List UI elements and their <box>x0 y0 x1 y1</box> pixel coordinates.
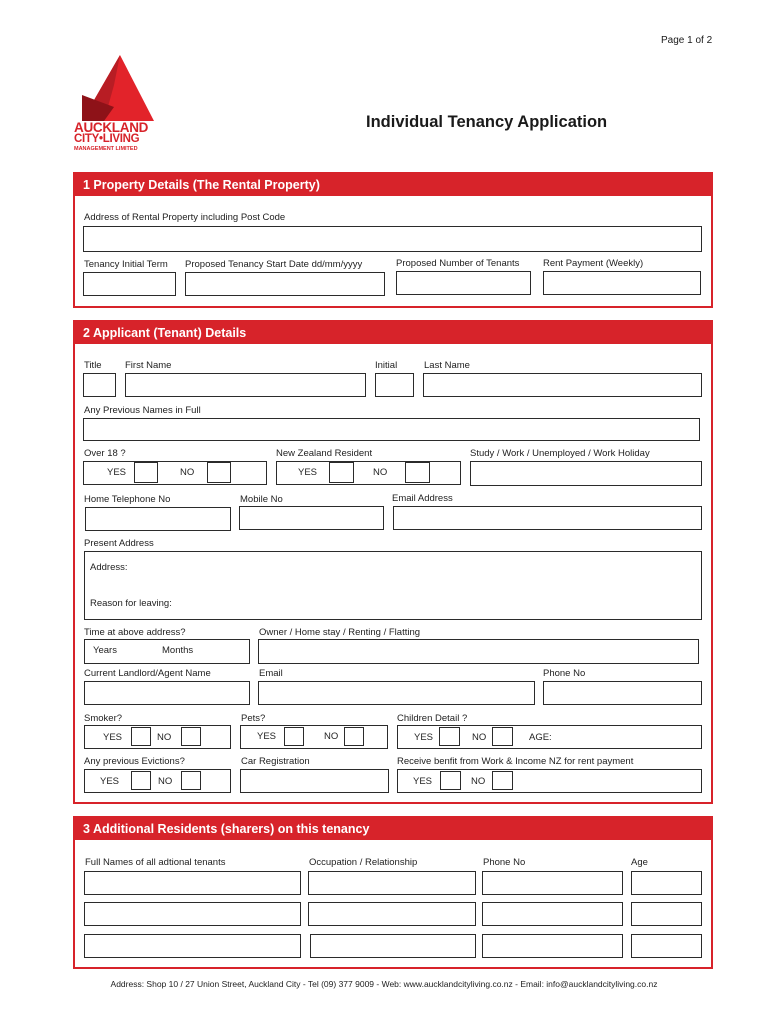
initial-label: Initial <box>375 360 398 371</box>
reason-leaving-label: Reason for leaving: <box>90 598 172 609</box>
num-tenants-field[interactable] <box>396 271 531 295</box>
evictions-yes-label: YES <box>100 776 120 787</box>
smoker-no-label: NO <box>157 732 172 743</box>
landlord-field[interactable] <box>84 681 250 705</box>
pets-no-checkbox[interactable] <box>344 727 364 746</box>
previous-names-field[interactable] <box>83 418 700 441</box>
car-registration-label: Car Registration <box>241 756 310 767</box>
landlord-email-field[interactable] <box>258 681 535 705</box>
mobile-field[interactable] <box>239 506 384 530</box>
num-tenants-label: Proposed Number of Tenants <box>396 258 520 269</box>
rent-label: Rent Payment (Weekly) <box>543 258 644 269</box>
col-age-header: Age <box>631 857 648 868</box>
pets-label: Pets? <box>241 713 266 724</box>
section-2-heading: 2 Applicant (Tenant) Details <box>75 322 711 344</box>
resident-1-phone-field[interactable] <box>482 871 623 895</box>
title-field[interactable] <box>83 373 116 397</box>
over18-no-checkbox[interactable] <box>207 462 231 483</box>
initial-term-field[interactable] <box>83 272 176 296</box>
resident-3-name-field[interactable] <box>84 934 301 958</box>
resident-3-age-field[interactable] <box>631 934 702 958</box>
resident-2-occupation-field[interactable] <box>308 902 476 926</box>
landlord-label: Current Landlord/Agent Name <box>84 668 211 679</box>
over18-label: Over 18 ? <box>84 448 126 459</box>
page-title: Individual Tenancy Application <box>366 113 608 131</box>
last-name-label: Last Name <box>424 360 470 371</box>
brand-line-1: AUCKLAND <box>74 120 149 135</box>
col-names-header: Full Names of all adtional tenants <box>85 857 226 868</box>
rental-address-field[interactable] <box>83 226 702 252</box>
present-address-label: Present Address <box>84 538 154 549</box>
pets-yes-label: YES <box>257 731 277 742</box>
resident-3-phone-field[interactable] <box>482 934 623 958</box>
home-tel-label: Home Telephone No <box>84 494 171 505</box>
over18-yes-checkbox[interactable] <box>134 462 158 483</box>
study-work-label: Study / Work / Unemployed / Work Holiday <box>470 448 650 459</box>
benefit-no-checkbox[interactable] <box>492 771 513 790</box>
col-occupation-header: Occupation / Relationship <box>309 857 418 868</box>
present-address-field[interactable] <box>84 551 702 620</box>
time-at-address-label: Time at above address? <box>84 627 186 638</box>
children-yes-checkbox[interactable] <box>439 727 460 746</box>
pets-yes-checkbox[interactable] <box>284 727 304 746</box>
section-3-heading: 3 Additional Residents (sharers) on this tenancy <box>75 818 711 840</box>
owner-status-label: Owner / Home stay / Renting / Flatting <box>259 627 421 638</box>
logo-triangle-icon <box>74 55 156 121</box>
section-1-heading: 1 Property Details (The Rental Property) <box>75 174 711 196</box>
evictions-no-label: NO <box>158 776 173 787</box>
evictions-label: Any previous Evictions? <box>84 756 185 767</box>
resident-1-age-field[interactable] <box>631 871 702 895</box>
resident-2-age-field[interactable] <box>631 902 702 926</box>
children-age-label: AGE: <box>529 732 552 743</box>
evictions-no-checkbox[interactable] <box>181 771 201 790</box>
email-address-label: Email Address <box>392 493 453 504</box>
children-no-checkbox[interactable] <box>492 727 513 746</box>
nz-resident-yes-checkbox[interactable] <box>329 462 354 483</box>
home-tel-field[interactable] <box>85 507 231 531</box>
study-work-field[interactable] <box>470 461 702 486</box>
resident-1-name-field[interactable] <box>84 871 301 895</box>
months-label: Months <box>162 645 194 656</box>
title-label: Title <box>84 360 102 371</box>
brand-line-2: CITY•LIVING <box>74 133 140 145</box>
owner-status-field[interactable] <box>258 639 699 664</box>
initial-term-label: Tenancy Initial Term <box>84 259 168 270</box>
initial-field[interactable] <box>375 373 414 397</box>
first-name-label: First Name <box>125 360 172 371</box>
resident-3-occupation-field[interactable] <box>310 934 476 958</box>
children-no-label: NO <box>472 732 487 743</box>
nz-resident-yes-label: YES <box>298 467 318 478</box>
start-date-label: Proposed Tenancy Start Date dd/mm/yyyy <box>185 259 363 270</box>
years-label: Years <box>93 645 117 656</box>
nz-resident-no-label: NO <box>373 467 388 478</box>
smoker-yes-checkbox[interactable] <box>131 727 151 746</box>
last-name-field[interactable] <box>423 373 702 397</box>
over18-yes-label: YES <box>107 467 127 478</box>
car-registration-field[interactable] <box>240 769 389 793</box>
resident-1-occupation-field[interactable] <box>308 871 476 895</box>
children-yes-label: YES <box>414 732 434 743</box>
smoker-no-checkbox[interactable] <box>181 727 201 746</box>
nz-resident-no-checkbox[interactable] <box>405 462 430 483</box>
smoker-yes-label: YES <box>103 732 123 743</box>
email-address-field[interactable] <box>393 506 702 530</box>
resident-2-phone-field[interactable] <box>482 902 623 926</box>
rent-field[interactable] <box>543 271 701 295</box>
benefit-yes-checkbox[interactable] <box>440 771 461 790</box>
landlord-phone-field[interactable] <box>543 681 702 705</box>
over18-no-label: NO <box>180 467 195 478</box>
address-inner-label: Address: <box>90 562 128 573</box>
evictions-yes-checkbox[interactable] <box>131 771 151 790</box>
col-phone-header: Phone No <box>483 857 526 868</box>
smoker-label: Smoker? <box>84 713 123 724</box>
resident-2-name-field[interactable] <box>84 902 301 926</box>
mobile-label: Mobile No <box>240 494 283 505</box>
previous-names-label: Any Previous Names in Full <box>84 405 201 416</box>
landlord-email-label: Email <box>259 668 283 679</box>
benefit-yes-label: YES <box>413 776 433 787</box>
benefit-no-label: NO <box>471 776 486 787</box>
nz-resident-label: New Zealand Resident <box>276 448 373 459</box>
brand-logo <box>74 55 156 155</box>
children-label: Children Detail ? <box>397 713 468 724</box>
brand-line-3: MANAGEMENT LIMITED <box>74 146 138 152</box>
start-date-field[interactable] <box>185 272 385 296</box>
first-name-field[interactable] <box>125 373 366 397</box>
rental-address-label: Address of Rental Property including Post Code <box>84 212 286 223</box>
landlord-phone-label: Phone No <box>543 668 586 679</box>
pets-no-label: NO <box>324 731 339 742</box>
page-number: Page 1 of 2 <box>661 35 713 46</box>
footer-contact: Address: Shop 10 / 27 Union Street, Auckland City - Tel (09) 377 9009 - Web: www.aucklandcityliving.co.nz - Email: info@aucklandcityliving.co.nz <box>110 979 658 989</box>
benefit-label: Receive benfit from Work & Income NZ for rent payment <box>397 756 634 767</box>
